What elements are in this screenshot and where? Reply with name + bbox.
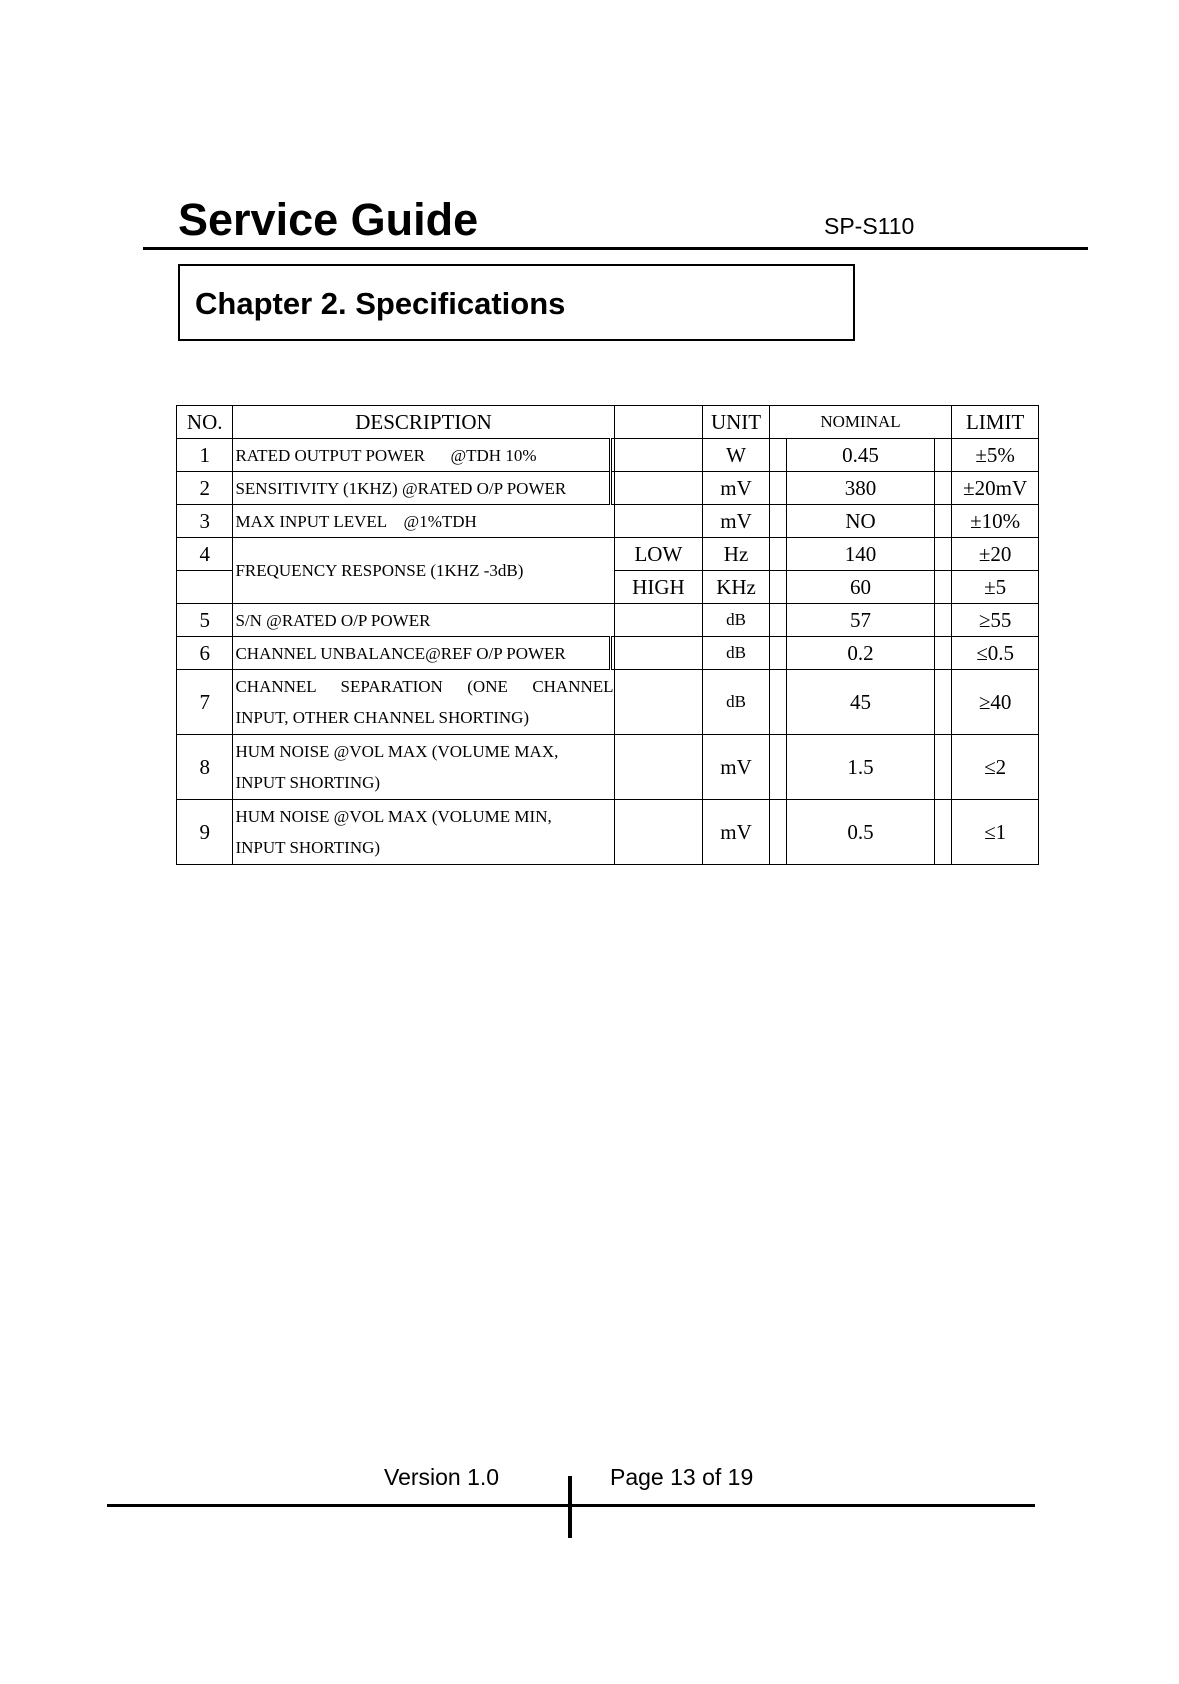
header-nominal: NOMINAL <box>769 406 951 439</box>
row-sub-low: LOW <box>614 538 703 571</box>
chapter-title: Chapter 2. Specifications <box>195 286 566 321</box>
row-description: HUM NOISE @VOL MAX (VOLUME MIN, INPUT SHORTING) <box>233 800 614 865</box>
row-limit: ±20 <box>952 538 1039 571</box>
row-unit: dB <box>703 670 770 735</box>
row-limit: ≤1 <box>952 800 1039 865</box>
header-no: NO. <box>177 406 233 439</box>
row-no: 1 <box>177 439 233 472</box>
table-row <box>177 800 1039 865</box>
row-nominal: 0.5 <box>786 800 934 865</box>
row-no: 3 <box>177 505 233 538</box>
row-nominal: 1.5 <box>786 735 934 800</box>
row-description: CHANNEL UNBALANCE@REF O/P POWER <box>233 637 610 670</box>
row-unit: Hz <box>703 538 770 571</box>
row-nominal: 0.2 <box>786 637 934 670</box>
row-limit: ±5% <box>952 439 1039 472</box>
header-divider <box>143 247 1088 250</box>
table-header-row <box>177 406 1039 439</box>
chapter-heading-box <box>178 264 855 341</box>
row-unit: mV <box>703 735 770 800</box>
table-row <box>177 735 1039 800</box>
row-sub-high: HIGH <box>614 571 703 604</box>
model-number: SP-S110 <box>824 213 915 239</box>
row-description: HUM NOISE @VOL MAX (VOLUME MAX, INPUT SHORTING) <box>233 735 614 800</box>
row-limit: ±20mV <box>952 472 1039 505</box>
row-no: 4 <box>177 538 233 571</box>
row-no: 6 <box>177 637 233 670</box>
footer-version: Version 1.0 <box>384 1464 500 1490</box>
table-row <box>177 472 1039 505</box>
row-unit: dB <box>703 637 770 670</box>
row-no: 2 <box>177 472 233 505</box>
header-description: DESCRIPTION <box>233 406 614 439</box>
row-limit: ≥40 <box>952 670 1039 735</box>
row-nominal: NO <box>786 505 934 538</box>
row-unit: mV <box>703 505 770 538</box>
table-row <box>177 505 1039 538</box>
row-unit: mV <box>703 800 770 865</box>
row-no <box>177 571 233 604</box>
row-description: MAX INPUT LEVEL @1%TDH <box>233 505 614 538</box>
table-row <box>177 439 1039 472</box>
row-no: 7 <box>177 670 233 735</box>
row-limit: ±10% <box>952 505 1039 538</box>
row-unit: W <box>703 439 770 472</box>
row-limit: ≤2 <box>952 735 1039 800</box>
row-unit: KHz <box>703 571 770 604</box>
table-row <box>177 538 1039 571</box>
footer-separator <box>568 1476 572 1538</box>
row-no: 9 <box>177 800 233 865</box>
row-limit: ≤0.5 <box>952 637 1039 670</box>
row-description: FREQUENCY RESPONSE (1KHZ -3dB) <box>233 538 614 604</box>
row-nominal: 380 <box>786 472 934 505</box>
row-nominal: 45 <box>786 670 934 735</box>
table-row <box>177 604 1039 637</box>
row-nominal: 140 <box>786 538 934 571</box>
header-limit: LIMIT <box>952 406 1039 439</box>
row-nominal: 60 <box>786 571 934 604</box>
specifications-table <box>176 405 1039 865</box>
row-no: 8 <box>177 735 233 800</box>
row-unit: dB <box>703 604 770 637</box>
row-no: 5 <box>177 604 233 637</box>
row-description: S/N @RATED O/P POWER <box>233 604 614 637</box>
row-description: RATED OUTPUT POWER @TDH 10% <box>233 439 610 472</box>
table-row <box>177 670 1039 735</box>
row-description: CHANNEL SEPARATION (ONE CHANNEL INPUT, OTHER CHANNEL SHORTING) <box>233 670 614 735</box>
row-nominal: 57 <box>786 604 934 637</box>
row-limit: ≥55 <box>952 604 1039 637</box>
row-description: SENSITIVITY (1KHZ) @RATED O/P POWER <box>233 472 610 505</box>
footer-page-number: Page 13 of 19 <box>610 1464 754 1490</box>
row-nominal: 0.45 <box>786 439 934 472</box>
header-unit: UNIT <box>703 406 770 439</box>
document-title: Service Guide <box>178 194 479 245</box>
row-limit: ±5 <box>952 571 1039 604</box>
row-unit: mV <box>703 472 770 505</box>
header-sub <box>614 406 703 439</box>
table-row <box>177 637 1039 670</box>
